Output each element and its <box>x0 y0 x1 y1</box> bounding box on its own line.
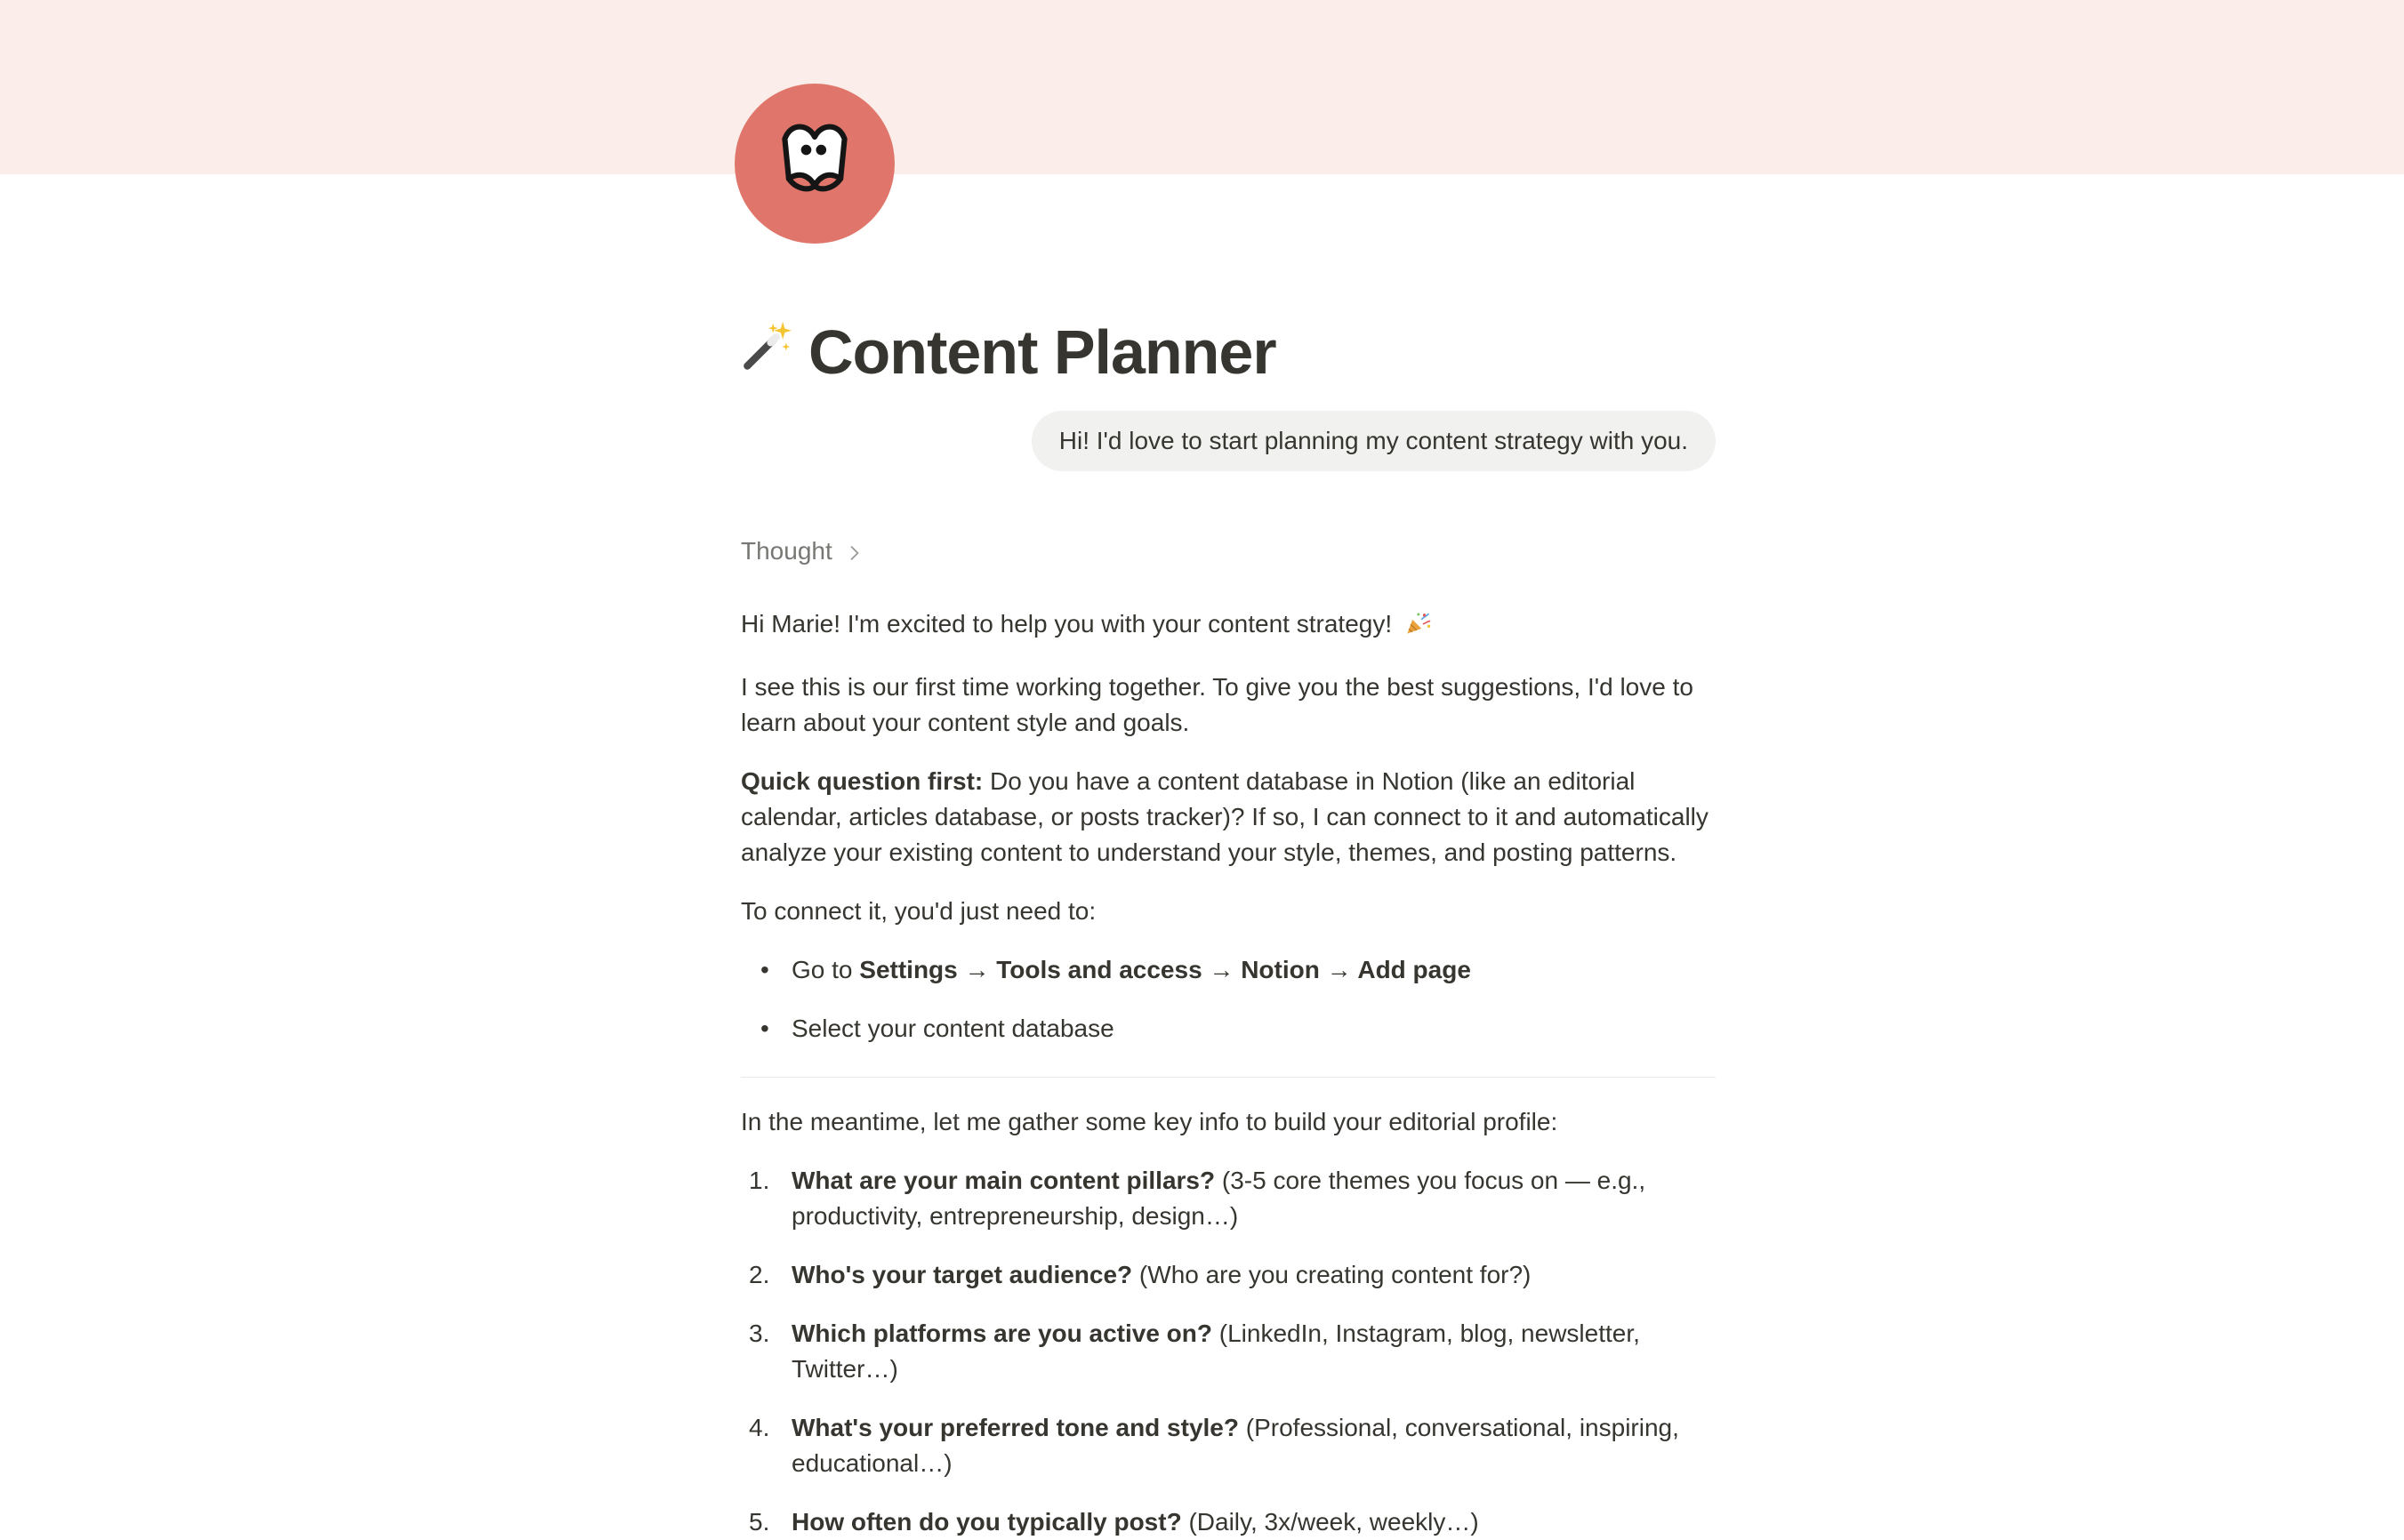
magic-wand-icon <box>741 311 792 389</box>
question-bold: Which platforms are you active on? <box>792 1319 1212 1347</box>
question-text <box>792 1257 1716 1293</box>
question-bold: How often do you typically post? <box>792 1508 1182 1536</box>
list-number: 4. <box>749 1414 770 1441</box>
paragraph-meantime: In the meantime, let me gather some key info to build your editorial profile: <box>741 1108 1558 1135</box>
page-title: Content Planner <box>808 317 1276 387</box>
question-detail: (Daily, 3x/week, weekly…) <box>1181 1508 1479 1536</box>
list-item <box>741 1257 1716 1293</box>
list-item <box>741 1011 1716 1047</box>
bullet-marker: • <box>760 956 769 983</box>
list-item <box>741 1504 1716 1540</box>
bullet-text <box>792 952 1716 988</box>
chevron-right-icon <box>845 541 864 563</box>
question-text <box>792 1316 1716 1387</box>
bullet-marker: • <box>760 1015 769 1042</box>
list-number: 5. <box>749 1508 770 1536</box>
quick-question-text: Do you have a content database in Notion (like an editorial calendar, articles database, or posts tracker)? If so, I can connect to it and automatically analyze your existing content to understand your style, themes, and posting patterns. <box>741 767 1709 866</box>
list-item <box>741 1316 1716 1387</box>
thought-label: Thought <box>741 537 832 565</box>
list-item <box>741 1410 1716 1481</box>
question-text <box>792 1504 1716 1540</box>
question-detail: (Professional, conversational, inspiring, educational…) <box>792 1414 1679 1477</box>
bullet-text <box>792 1011 1716 1047</box>
question-bold: What's your preferred tone and style? <box>792 1414 1239 1441</box>
connect-steps-list <box>741 952 1716 1047</box>
assistant-response <box>741 606 1716 1540</box>
question-text <box>792 1410 1716 1481</box>
chat-message-row <box>741 411 1716 471</box>
paragraph-intro: I see this is our first time working together. To give you the best suggestions, I'd love to learn about your content style and goals. <box>741 673 1693 736</box>
bullet-text-bold: Settings → Tools and access → Notion → Add page <box>859 956 1471 983</box>
page-title-row <box>741 313 1716 391</box>
question-detail: (LinkedIn, Instagram, blog, newsletter, Twitter…) <box>792 1319 1640 1383</box>
section-divider <box>741 1077 1716 1078</box>
paragraph-connect-intro: To connect it, you'd just need to: <box>741 897 1097 925</box>
party-popper-icon <box>1404 610 1431 646</box>
list-item <box>741 952 1716 988</box>
bullet-text-plain: Select your content database <box>792 1015 1114 1042</box>
list-item <box>741 1163 1716 1234</box>
editorial-profile-questions <box>741 1163 1716 1540</box>
bullet-text-plain: Go to <box>792 956 860 983</box>
question-detail: (3-5 core themes you focus on — e.g., productivity, entrepreneurship, design…) <box>792 1167 1646 1230</box>
question-detail: (Who are you creating content for?) <box>1132 1261 1532 1288</box>
list-number: 3. <box>749 1319 770 1347</box>
thought-toggle[interactable] <box>741 533 864 569</box>
list-number: 2. <box>749 1261 770 1288</box>
paragraph-quick-question <box>741 764 1716 870</box>
question-text <box>792 1163 1716 1234</box>
user-chat-bubble: Hi! I'd love to start planning my content strategy with you. <box>1032 411 1716 471</box>
greeting-text: Hi Marie! I'm excited to help you with your content strategy! <box>741 610 1393 638</box>
question-bold: Who's your target audience? <box>792 1261 1133 1288</box>
question-bold: What are your main content pillars? <box>792 1167 1216 1194</box>
quick-question-label: Quick question first: <box>741 767 984 795</box>
paragraph-greeting <box>741 606 1716 646</box>
list-number: 1. <box>749 1167 770 1194</box>
page-content <box>741 0 1716 1540</box>
